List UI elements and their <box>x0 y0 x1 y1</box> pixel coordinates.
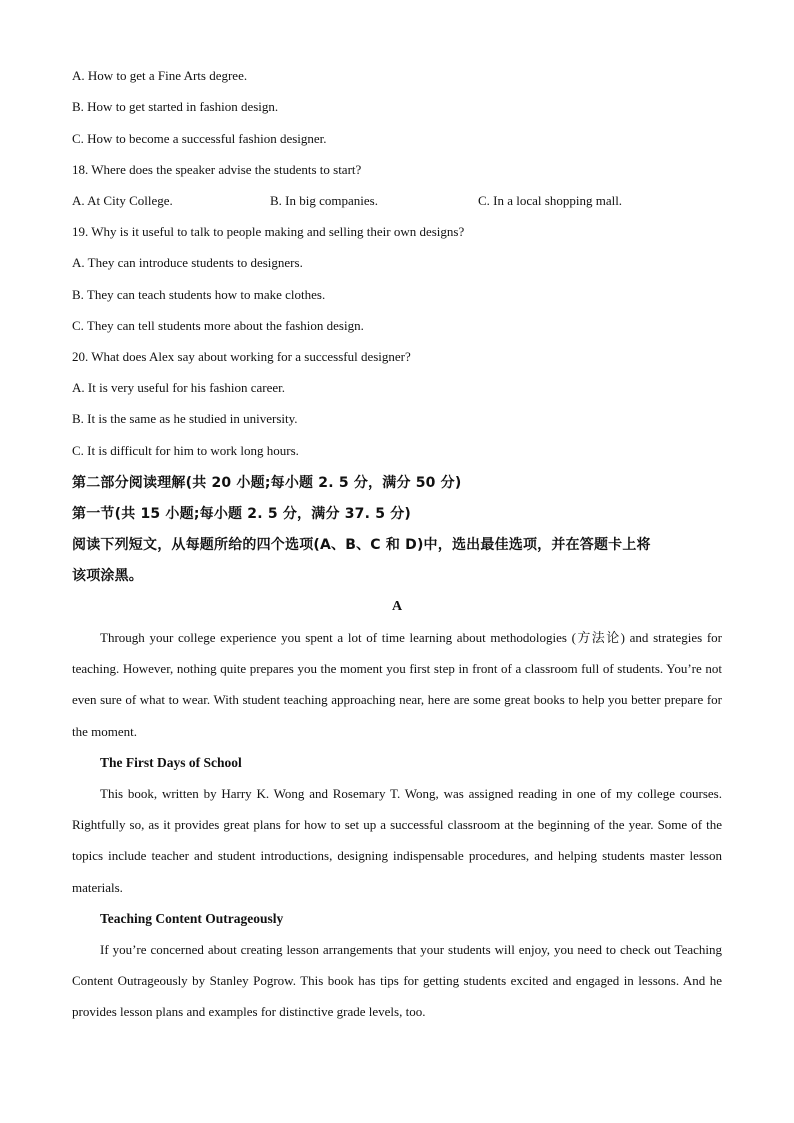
q18-option-a: A. At City College. <box>72 193 173 208</box>
q20-option-b: B. It is the same as he studied in university. <box>72 411 298 426</box>
q19-option-b: B. They can teach students how to make clothes. <box>72 287 326 302</box>
instruction-line-1: 阅读下列短文，从每题所给的四个选项(A、B、C 和 D)中，选出最佳选项，并在答题卡上将 <box>72 537 651 553</box>
q17-option-b: B. How to get started in fashion design. <box>72 99 279 114</box>
passage-label: A <box>391 599 403 614</box>
q18-option-c: C. In a local shopping mall. <box>478 193 623 208</box>
q20-option-c: C. It is difficult for him to work long hours. <box>72 443 299 458</box>
q19-option-a: A. They can introduce students to designers. <box>72 255 303 270</box>
book2-text: If you’re concerned about creating lesson arrangements that your students will enjoy, you need to check out Teaching Content Outrageously by Stanley Pogrow. This book has tips for getting students excited and engaged in lessons. And he provides lesson plans and examples for distinctive grade levels, too. <box>72 942 722 1020</box>
q17-option-c: C. How to become a successful fashion designer. <box>72 131 327 146</box>
q17-option-a: A. How to get a Fine Arts degree. <box>72 68 248 83</box>
q20-option-a: A. It is very useful for his fashion career. <box>72 380 285 395</box>
q20-question: 20. What does Alex say about working for a successful designer? <box>72 349 411 364</box>
section1-title: 第一节(共 15 小题;每小题 2. 5 分，满分 37. 5 分) <box>72 506 412 522</box>
book2-title: Teaching Content Outrageously <box>100 911 284 926</box>
q18-question: 18. Where does the speaker advise the students to start? <box>72 162 362 177</box>
q19-question: 19. Why is it useful to talk to people making and selling their own designs? <box>72 224 465 239</box>
instruction-line-2: 该项涂黑。 <box>72 568 143 584</box>
part2-title: 第二部分阅读理解(共 20 小题;每小题 2. 5 分，满分 50 分) <box>72 475 462 491</box>
q18-option-b: B. In big companies. <box>270 193 378 208</box>
book1-title: The First Days of School <box>100 755 242 770</box>
passage-intro: Through your college experience you spent a lot of time learning about methodologies (方法论) and strategies for teaching. However, nothing quite prepares you the moment you first step in front of a classroom full of students. You’re not even sure of what to wear. With student teaching approaching near, here are some great books to help you better prepare for the moment. <box>72 630 722 739</box>
book1-text: This book, written by Harry K. Wong and Rosemary T. Wong, was assigned reading in one of my college courses. Rightfully so, as it provides great plans for how to set up a successful classroom at the beginning of the year. Some of the topics include teacher and student introductions, designing indispensable procedures, and helping students master lesson materials. <box>72 786 722 895</box>
q19-option-c: C. They can tell students more about the fashion design. <box>72 318 364 333</box>
